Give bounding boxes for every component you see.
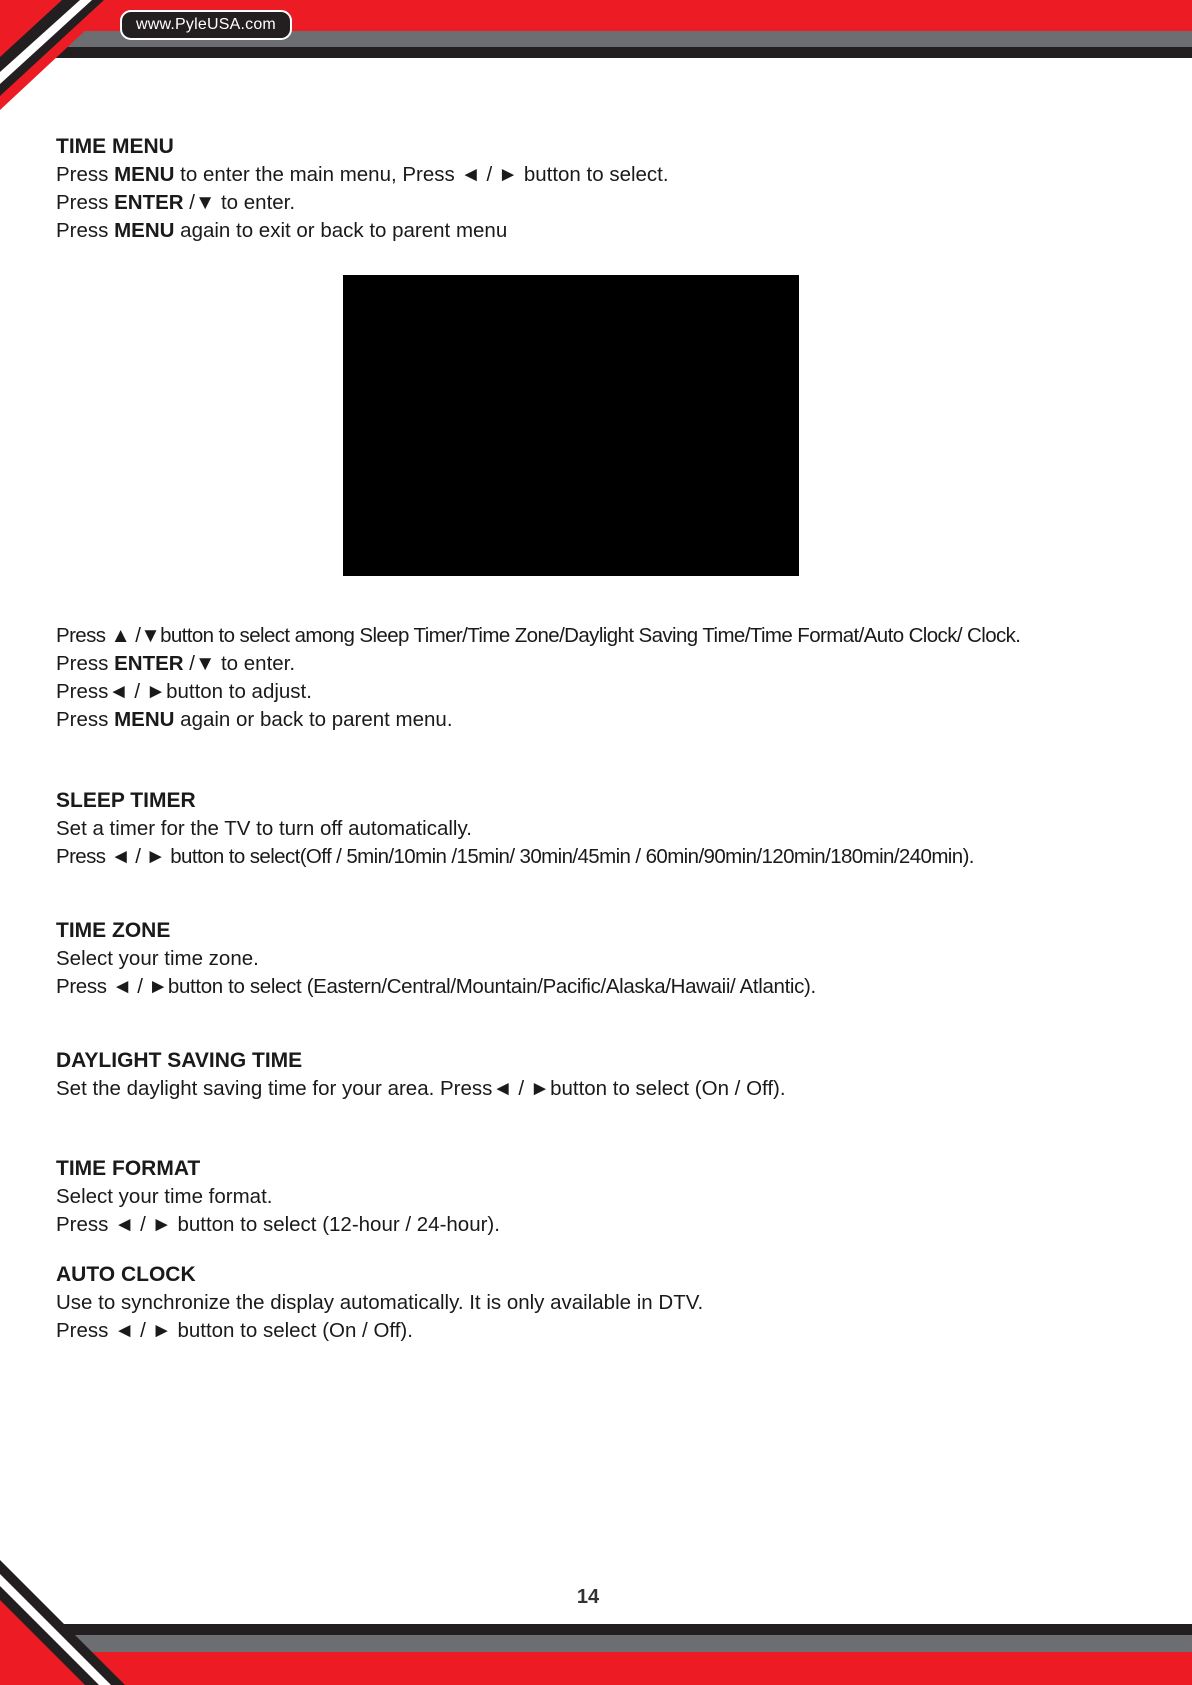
time-menu-line-3: Press MENU again to exit or back to parent menu <box>56 219 508 242</box>
daylight-saving-section <box>56 1047 1176 1103</box>
header-corner-stripes <box>0 0 130 120</box>
header-dark-band <box>0 47 1192 58</box>
footer-dark-band <box>0 1624 1192 1635</box>
auto-clock-section <box>56 1261 1176 1345</box>
time-zone-line-2: Press ◄ / ►button to select (Eastern/Central/Mountain/Pacific/Alaska/Hawaii/ Atlantic). <box>56 975 816 998</box>
time-zone-line-1: Select your time zone. <box>56 947 259 970</box>
daylight-saving-heading: DAYLIGHT SAVING TIME <box>56 1049 303 1072</box>
time-zone-heading: TIME ZONE <box>56 919 171 942</box>
time-menu-line-1: Press MENU to enter the main menu, Press ◄ / ► button to select. <box>56 163 669 186</box>
sleep-timer-section <box>56 787 1176 871</box>
sleep-timer-line-1: Set a timer for the TV to turn off automatically. <box>56 817 472 840</box>
time-menu-section <box>56 133 1176 245</box>
footer-gray-band <box>0 1635 1192 1652</box>
sleep-timer-heading: SLEEP TIMER <box>56 789 196 812</box>
auto-clock-line-2: Press ◄ / ► button to select (On / Off). <box>56 1319 413 1342</box>
time-format-line-1: Select your time format. <box>56 1185 273 1208</box>
time-zone-section <box>56 917 1176 1001</box>
auto-clock-line-1: Use to synchronize the display automatically. It is only available in DTV. <box>56 1291 704 1314</box>
time-menu-instructions <box>56 622 1176 734</box>
time-menu-line-2: Press ENTER /▼ to enter. <box>56 191 296 214</box>
time-menu-screenshot <box>343 275 799 576</box>
time-format-heading: TIME FORMAT <box>56 1157 201 1180</box>
instructions-line-4: Press MENU again or back to parent menu. <box>56 708 453 731</box>
instructions-line-2: Press ENTER /▼ to enter. <box>56 652 296 675</box>
footer-corner-stripes <box>0 1560 130 1685</box>
sleep-timer-line-2: Press ◄ / ► button to select(Off / 5min/10min /15min/ 30min/45min / 60min/90min/120min/180min/240min). <box>56 845 974 868</box>
website-url-badge[interactable]: www.PyleUSA.com <box>120 10 292 40</box>
footer-red-band <box>0 1652 1192 1685</box>
time-menu-heading: TIME MENU <box>56 135 174 158</box>
time-format-section <box>56 1155 1176 1239</box>
time-format-line-2: Press ◄ / ► button to select (12-hour / 24-hour). <box>56 1213 500 1236</box>
instructions-line-3: Press◄ / ►button to adjust. <box>56 680 312 703</box>
instructions-line-1: Press ▲ /▼button to select among Sleep Timer/Time Zone/Daylight Saving Time/Time Format/Auto Clock/ Clock. <box>56 624 1021 647</box>
daylight-saving-line-1: Set the daylight saving time for your area. Press◄ / ►button to select (On / Off). <box>56 1077 786 1100</box>
page-number: 14 <box>576 1586 600 1608</box>
auto-clock-heading: AUTO CLOCK <box>56 1263 196 1286</box>
